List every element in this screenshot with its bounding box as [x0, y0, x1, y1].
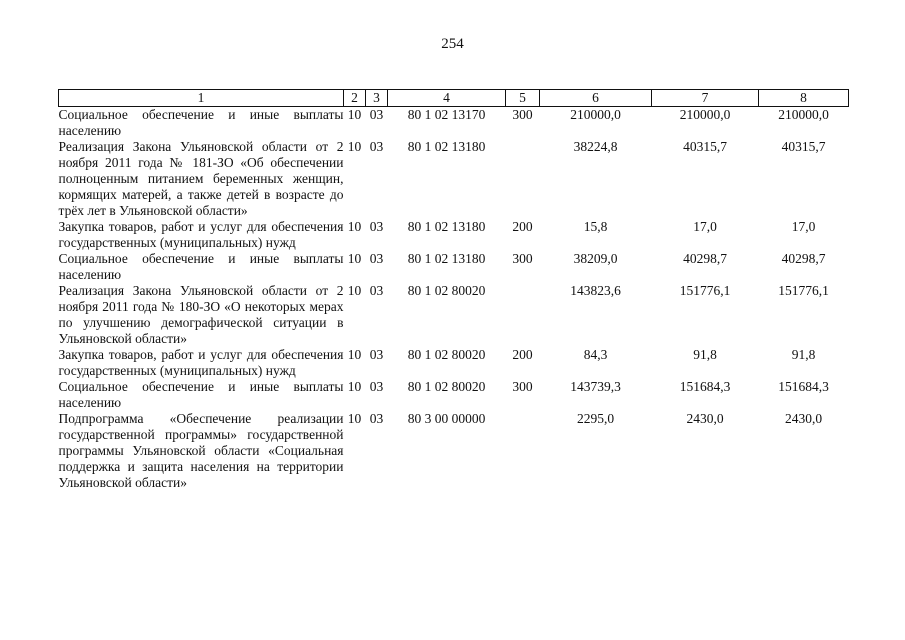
row-expense-type — [506, 283, 540, 347]
row-value-7: 40298,7 — [683, 251, 727, 266]
page-number: 254 — [441, 36, 464, 52]
row-expense-type: 300 — [512, 379, 533, 394]
row-expense-type — [506, 411, 540, 491]
row-value-7: 40315,7 — [683, 139, 727, 154]
row-value-8: 40315,7 — [781, 139, 826, 154]
row-subsection: 03 — [369, 219, 384, 234]
col-header-8: 8 — [759, 90, 849, 107]
row-name: Социальное обеспечение и иные выплаты населению — [58, 107, 344, 138]
row-section: 10 — [347, 251, 362, 266]
row-name: Социальное обеспечение и иные выплаты населению — [58, 379, 344, 410]
row-target-code: 80 1 02 13180 — [407, 219, 486, 234]
row-value-6: 38209,0 — [573, 251, 618, 266]
row-section: 10 — [347, 283, 362, 298]
row-value-6: 2295,0 — [576, 411, 615, 426]
table-row — [59, 283, 849, 347]
row-expense-type: 300 — [512, 107, 533, 122]
col-header-1: 1 — [59, 90, 344, 107]
row-value-6: 84,3 — [583, 347, 608, 362]
row-value-7: 91,8 — [693, 347, 717, 362]
row-subsection: 03 — [369, 379, 384, 394]
row-subsection: 03 — [369, 283, 384, 298]
row-subsection: 03 — [369, 411, 384, 426]
table-row — [59, 411, 849, 491]
table-row — [59, 251, 849, 283]
col-header-4: 4 — [388, 90, 506, 107]
row-value-6: 15,8 — [583, 219, 608, 234]
row-name: Закупка товаров, работ и услуг для обеспечения государственных (муниципальных) нужд — [58, 219, 344, 250]
col-header-7: 7 — [652, 90, 759, 107]
row-expense-type: 200 — [512, 347, 533, 362]
row-value-8: 91,8 — [791, 347, 816, 362]
row-name: Социальное обеспечение и иные выплаты населению — [58, 251, 344, 282]
row-value-8: 151684,3 — [778, 379, 829, 394]
row-subsection: 03 — [369, 139, 384, 154]
col-header-5: 5 — [506, 90, 540, 107]
col-header-2: 2 — [344, 90, 366, 107]
row-expense-type — [506, 139, 540, 219]
row-name: Закупка товаров, работ и услуг для обеспечения государственных (муниципальных) нужд — [58, 347, 344, 378]
row-value-6: 143739,3 — [570, 379, 621, 394]
row-name: Реализация Закона Ульяновской области от 2 ноября 2011 года № 181-ЗО «Об обеспечении полноценным питанием беременных женщин, кормящих матерей, а также детей в возрасте до трёх лет в Ульяновской области» — [58, 139, 344, 218]
table-row — [59, 219, 849, 251]
row-value-8: 2430,0 — [784, 411, 823, 426]
row-value-8: 210000,0 — [778, 107, 829, 122]
row-value-6: 143823,6 — [570, 283, 621, 298]
col-header-6: 6 — [540, 90, 652, 107]
row-section: 10 — [347, 139, 362, 154]
row-value-6: 210000,0 — [570, 107, 621, 122]
row-target-code: 80 1 02 80020 — [407, 283, 486, 298]
col-header-3: 3 — [366, 90, 388, 107]
table-row — [59, 139, 849, 219]
row-section: 10 — [347, 219, 362, 234]
row-expense-type: 300 — [512, 251, 533, 266]
row-value-8: 40298,7 — [781, 251, 826, 266]
table-row — [59, 347, 849, 379]
table-row — [59, 107, 849, 140]
row-target-code: 80 3 00 00000 — [407, 411, 486, 426]
row-target-code: 80 1 02 80020 — [407, 347, 486, 362]
row-value-7: 151684,3 — [679, 379, 731, 394]
row-value-6: 38224,8 — [573, 139, 618, 154]
row-section: 10 — [347, 347, 362, 362]
row-expense-type: 200 — [512, 219, 533, 234]
row-target-code: 80 1 02 13180 — [407, 251, 486, 266]
row-value-7: 210000,0 — [679, 107, 731, 122]
row-target-code: 80 1 02 13170 — [407, 107, 486, 122]
row-value-7: 17,0 — [693, 219, 717, 234]
row-section: 10 — [347, 411, 362, 426]
row-subsection: 03 — [369, 347, 384, 362]
row-value-8: 151776,1 — [778, 283, 829, 298]
row-subsection: 03 — [369, 107, 384, 122]
header-row — [59, 90, 849, 107]
row-section: 10 — [347, 379, 362, 394]
row-subsection: 03 — [369, 251, 384, 266]
row-value-7: 2430,0 — [686, 411, 724, 426]
row-section: 10 — [347, 107, 362, 122]
row-target-code: 80 1 02 80020 — [407, 379, 486, 394]
row-name: Реализация Закона Ульяновской области от 2 ноября 2011 года № 180-ЗО «О некоторых мерах по улучшению демографической ситуации в Ульяновской области» — [58, 283, 344, 346]
budget-table — [58, 89, 849, 491]
row-target-code: 80 1 02 13180 — [407, 139, 486, 154]
row-value-7: 151776,1 — [679, 283, 731, 298]
row-value-8: 17,0 — [791, 219, 816, 234]
row-name: Подпрограмма «Обеспечение реализации государственной программы» государственной программы Ульяновской области «Социальная поддержка и защита населения на территории Ульяновской области» — [58, 411, 344, 490]
table-row — [59, 379, 849, 411]
